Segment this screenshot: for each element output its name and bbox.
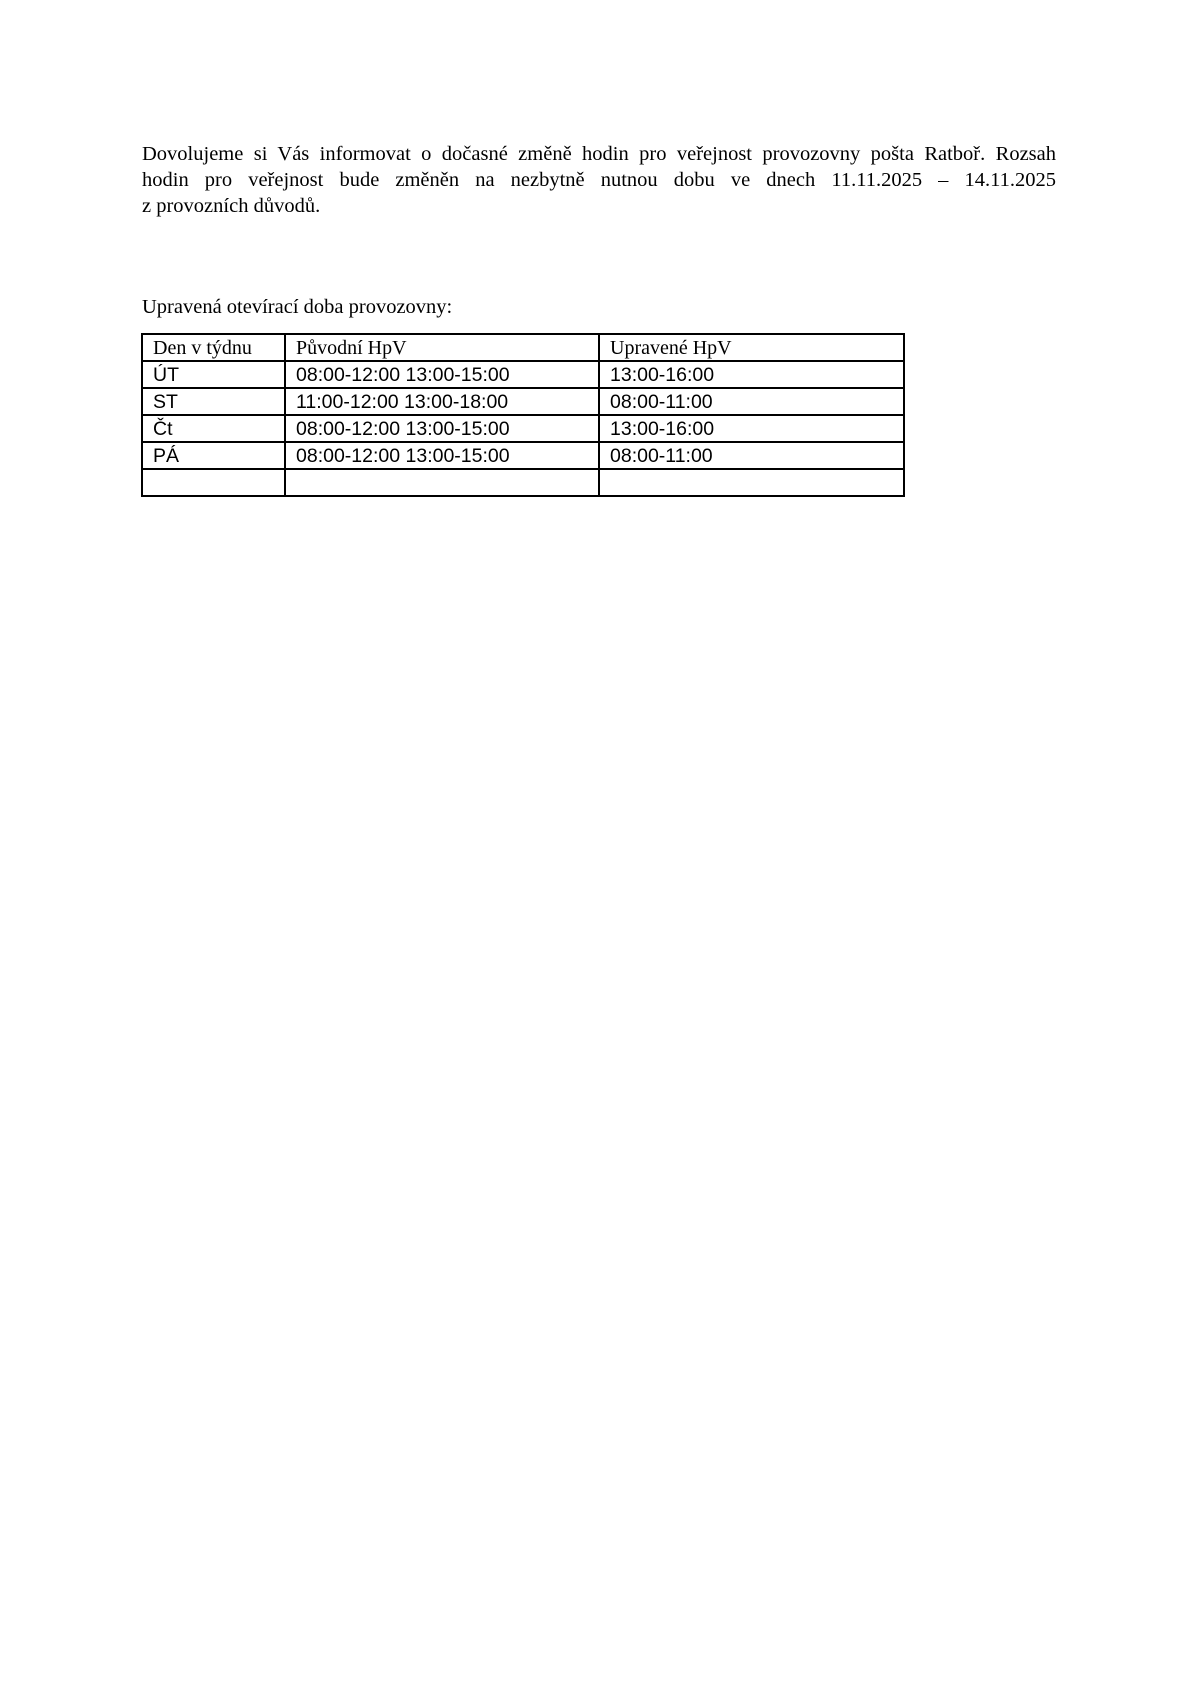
cell-adjusted-hours: 13:00-16:00 (599, 415, 904, 442)
table-row (142, 388, 904, 415)
cell-adjusted-hours (599, 469, 904, 496)
header-adjusted-hours: Upravené HpV (599, 334, 904, 361)
cell-day: Čt (142, 415, 285, 442)
cell-adjusted-hours: 08:00-11:00 (599, 442, 904, 469)
cell-original-hours: 08:00-12:00 13:00-15:00 (285, 415, 599, 442)
table-header-row (142, 334, 904, 361)
table-row (142, 442, 904, 469)
cell-day: ST (142, 388, 285, 415)
table-caption: Upravená otevírací doba provozovny: (142, 296, 453, 318)
opening-hours-table (141, 333, 905, 497)
cell-original-hours: 11:00-12:00 13:00-18:00 (285, 388, 599, 415)
intro-line-2: hodin pro veřejnost bude změněn na nezbytně nutnou dobu ve dnech 11.11.2025 – 14.11.2025 (142, 169, 1056, 191)
table-row-empty (142, 469, 904, 496)
table-row (142, 415, 904, 442)
intro-line-3: z provozních důvodů. (142, 195, 321, 217)
cell-original-hours: 08:00-12:00 13:00-15:00 (285, 442, 599, 469)
cell-day (142, 469, 285, 496)
cell-adjusted-hours: 08:00-11:00 (599, 388, 904, 415)
cell-day: PÁ (142, 442, 285, 469)
cell-adjusted-hours: 13:00-16:00 (599, 361, 904, 388)
intro-line-1: Dovolujeme si Vás informovat o dočasné změně hodin pro veřejnost provozovny pošta Ratboř. Rozsah (142, 143, 1056, 165)
header-day: Den v týdnu (142, 334, 285, 361)
intro-paragraph (142, 141, 1056, 219)
cell-original-hours: 08:00-12:00 13:00-15:00 (285, 361, 599, 388)
table-row (142, 361, 904, 388)
cell-original-hours (285, 469, 599, 496)
header-original-hours: Původní HpV (285, 334, 599, 361)
cell-day: ÚT (142, 361, 285, 388)
